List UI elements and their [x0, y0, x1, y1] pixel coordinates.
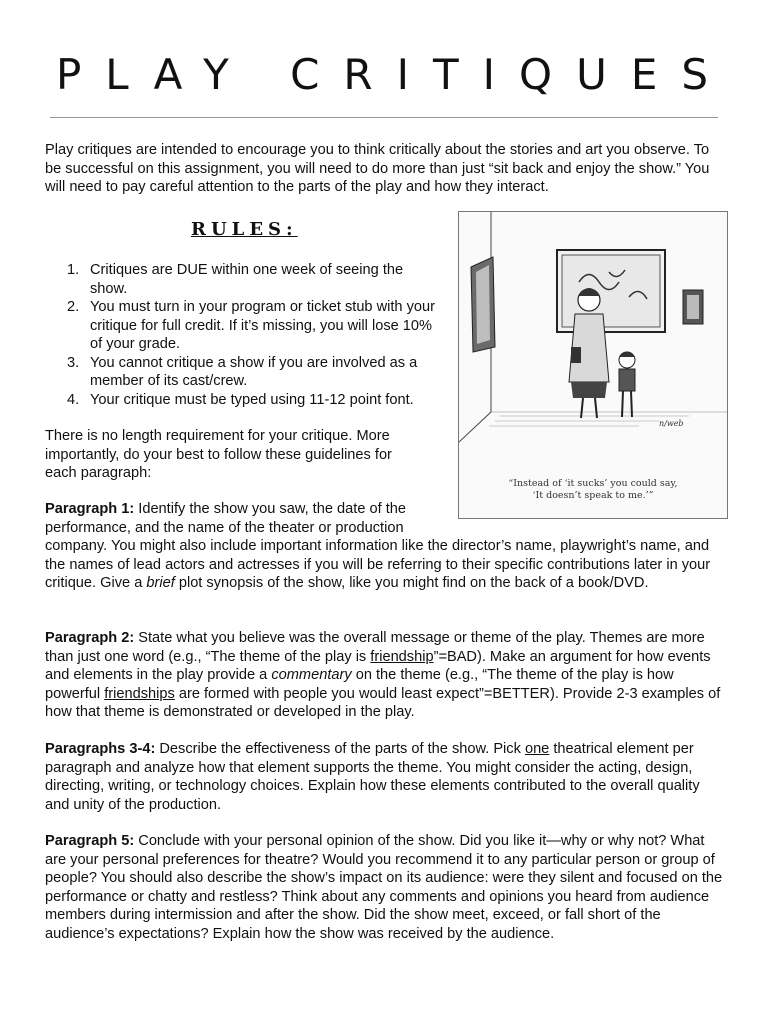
rule-number: 2. [67, 299, 80, 315]
cartoon-caption-line: “Instead of ‘it sucks’ you could say, [508, 478, 678, 489]
rules-heading: RULES: [191, 219, 298, 240]
emphasis-brief: brief [146, 575, 175, 591]
paragraph-5 [45, 832, 725, 943]
rule-text: You cannot critique a show if you are involved as a member of its cast/crew. [90, 354, 418, 389]
rule-item [45, 354, 440, 391]
paragraph-2-label: Paragraph 2: [45, 630, 135, 646]
length-note: There is no length requirement for your critique. More importantly, do your best to follow these guidelines for each paragraph: [45, 428, 392, 481]
underlined-friendship: friendship [370, 648, 434, 665]
paragraph-1-label: Paragraph 1: [45, 501, 135, 517]
rule-item [45, 391, 440, 410]
paragraph-5-label: Paragraph 5: [45, 833, 135, 849]
paragraph-2-text: ”=BAD). Make an argument for how events and elements in the play provide a [45, 648, 711, 683]
paragraph-5-text: Conclude with your personal opinion of the show. Did you like it—why or why not? What are your personal preferences for theatre? Would you recommend it to any particular person or group of people? You should also describe the show’s impact on its audience: were they silent and focused on the performance or chatty and restless? Think about any comments and opinions you heard from audience members during intermission and after the show. Did the show meet, exceed, or fall short of the audience’s expectations? Explain how the show was received by the audience. [45, 833, 723, 942]
paragraphs-3-4-label: Paragraphs 3-4: [45, 741, 156, 757]
rule-number: 3. [67, 354, 80, 371]
rule-number: 4. [67, 391, 80, 408]
paragraph-1-text: Identify the show you saw, the date of the performance, and the name of the theater or production [45, 501, 406, 536]
underlined-friendships: friendships [104, 685, 175, 702]
rule-text: Your critique must be typed using 11-12 point font. [90, 391, 414, 408]
rule-item [45, 298, 440, 354]
paragraph-1-text: plot synopsis of the show, like you might find on the back of a book/DVD. [174, 575, 649, 591]
intro-paragraph: Play critiques are intended to encourage you to think critically about the stories and art you observe. To be successful on this assignment, you will need to do more than just “sit back and enjoy the show.” You will need to pay careful attention to the parts of the play and how they interact. [45, 142, 710, 195]
paragraphs-3-4-text: Describe the effectiveness of the parts of the show. Pick [155, 741, 525, 757]
paragraph-2 [45, 629, 725, 722]
paragraph-1-text: company. You might also include important information like the director’s name, playwright’s name, and the names of lead actors and actresses if you will be referring to their specific contributions later in your critique. Give a [45, 538, 711, 591]
cartoon-drawing [459, 212, 727, 518]
rule-text: You must turn in your program or ticket stub with your critique for full credit. If it’s missing, you will lose 10% of your grade. [90, 299, 435, 352]
cartoon-image [458, 211, 728, 519]
paragraph-2-text: on the theme (e.g., “The theme of the play is how powerful [45, 667, 674, 702]
paragraphs-3-4 [45, 740, 725, 814]
page-title: PLAY CRITIQUES [55, 50, 733, 99]
paragraphs-3-4-text: theatrical element per paragraph and analyze how that element supports the theme. You might consider the acting, design, directing, writing, or technology choices. Explain how these elements contributed to the overall quality and unity of the production. [45, 741, 700, 813]
rule-text: Critiques are DUE within one week of seeing the show. [90, 262, 404, 297]
paragraph-2-text: State what you believe was the overall message or theme of the play. Themes are more than just one word (e.g., “The theme of the play is [45, 630, 705, 665]
rules-list [45, 261, 440, 409]
cartoon-signature: n/web [659, 419, 684, 428]
emphasis-commentary: commentary [271, 667, 352, 683]
cartoon-caption [459, 478, 727, 502]
underlined-one: one [524, 741, 550, 757]
cartoon-caption-line: ‘It doesn’t speak to me.’” [532, 490, 654, 501]
rule-number: 1. [67, 262, 80, 278]
rule-item [45, 261, 440, 298]
title-divider [50, 117, 718, 118]
paragraph-2-text: are formed with people you would least expect”=BETTER). Provide 2-3 examples of how that theme is demonstrated or developed in the play. [45, 685, 721, 720]
paragraph-1 [45, 500, 725, 593]
